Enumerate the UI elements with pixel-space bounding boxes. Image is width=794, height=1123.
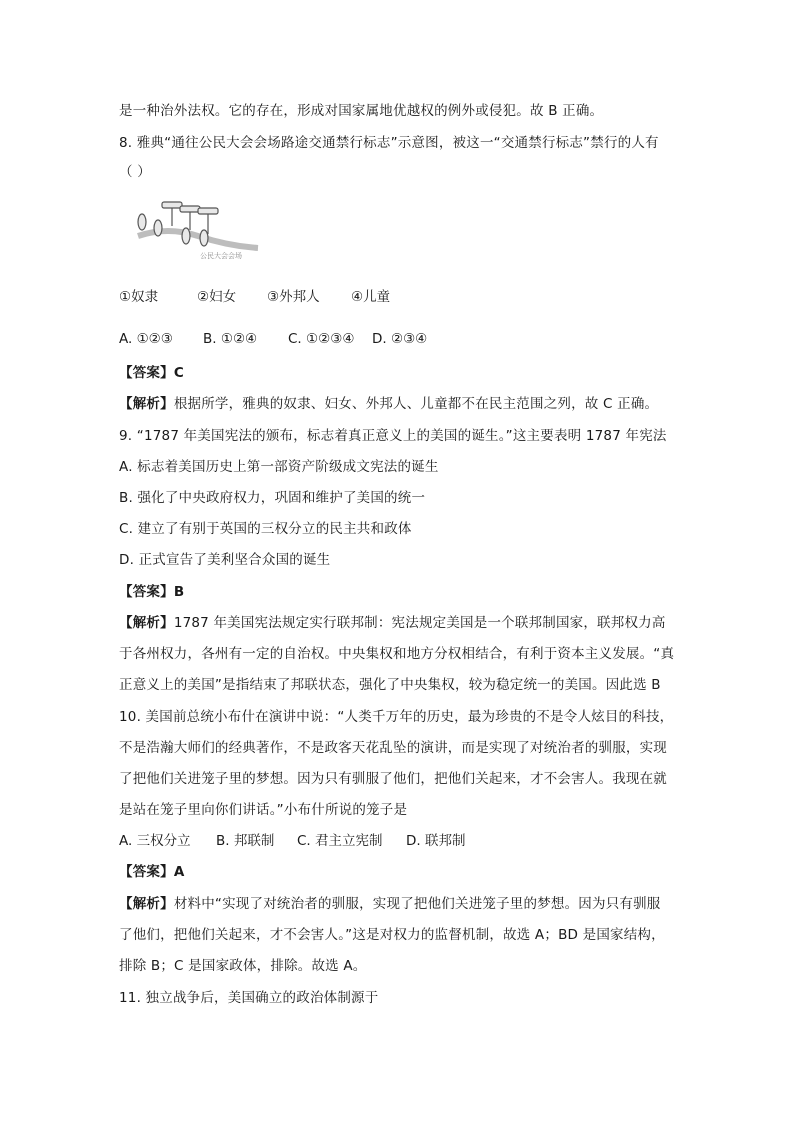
q9-analysis (119, 613, 666, 633)
analysis-text: 材料中“实现了对统治者的驯服，实现了把他们关进笼子里的梦想。因为只有驯服 (173, 896, 661, 912)
text-line: 是一种治外法权。它的存在，形成对国家属地优越权的例外或侵犯。故 B 正确。 (119, 103, 604, 119)
sign-circle (182, 228, 190, 244)
q8-choice-b: B. ①②④ (203, 331, 258, 347)
question-9-stem: 9. “1787 年美国宪法的颁布，标志着真正意义上的美国的诞生。”这主要表明 1787 年宪法 (119, 428, 667, 444)
q10-choice-a: A. 三权分立 (119, 833, 191, 849)
q8-choice-a: A. ①②③ (119, 331, 173, 347)
q9-analysis-line: 正意义上的美国”是指结束了邦联状态，强化了中央集权，较为稳定统一的美国。因此选 B (119, 677, 661, 693)
analysis-tag: 【解析】 (119, 396, 174, 412)
q10-analysis-line: 排除 B；C 是国家政体，排除。故选 A。 (119, 958, 367, 974)
figure-caption: 公民大会会场 (200, 252, 242, 260)
sign-board (162, 202, 182, 208)
analysis-tag: 【解析】 (119, 615, 174, 631)
question-8-stem: 8. 雅典“通往公民大会会场路途交通禁行标志”示意图，被这一“交通禁行标志”禁行的人有 (119, 135, 659, 151)
q10-analysis-line: 了他们，把他们关起来，才不会害人。”这是对权力的监督机制，故选 A；BD 是国家结构， (119, 927, 665, 943)
traffic-sign-illustration (128, 196, 268, 264)
sign-circle (200, 230, 208, 246)
analysis-text: 1787 年美国宪法规定实行联邦制：宪法规定美国是一个联邦制国家，联邦权力高 (173, 615, 666, 631)
sign-circle (138, 214, 146, 230)
q10-choice-b: B. 邦联制 (216, 833, 275, 849)
q9-option-a: A. 标志着美国历史上第一部资产阶级成文宪法的诞生 (119, 459, 439, 475)
q10-answer (119, 862, 184, 882)
q10-choice-c: C. 君主立宪制 (297, 833, 383, 849)
q8-item: ①奴隶 (119, 289, 159, 305)
q9-option-c: C. 建立了有别于英国的三权分立的民主共和政体 (119, 521, 412, 537)
q8-item: ②妇女 (197, 289, 237, 305)
q9-option-d: D. 正式宣告了美利坚合众国的诞生 (119, 552, 331, 568)
sign-circle (154, 220, 162, 236)
answer-tag: 【答案】 (119, 365, 174, 381)
q10-choice-d: D. 联邦制 (406, 833, 466, 849)
q9-answer (119, 582, 184, 602)
answer-tag: 【答案】 (119, 584, 174, 600)
question-8-bracket: （ ） (119, 164, 151, 180)
question-10-stem: 10. 美国前总统小布什在演讲中说：“人类千万年的历史，最为珍贵的不是令人炫目的科技， (119, 709, 674, 725)
q8-choice-d: D. ②③④ (372, 331, 428, 347)
answer-value: C (173, 365, 184, 381)
answer-value: A (173, 864, 185, 880)
answer-value: B (173, 584, 185, 600)
sign-board (180, 206, 200, 212)
question-10-stem-line: 不是浩瀚大师们的经典著作，不是政客天花乱坠的演讲，而是实现了对统治者的驯服，实现 (119, 740, 667, 756)
q8-item: ④儿童 (351, 289, 391, 305)
analysis-text: 根据所学，雅典的奴隶、妇女、外邦人、儿童都不在民主范围之列，故 C 正确。 (173, 396, 659, 412)
analysis-tag: 【解析】 (119, 896, 174, 912)
answer-tag: 【答案】 (119, 864, 174, 880)
question-10-stem-line: 是站在笼子里向你们讲话。”小布什所说的笼子是 (119, 802, 408, 818)
q8-choice-c: C. ①②③④ (288, 331, 355, 347)
traffic-sign-figure (128, 196, 268, 264)
q10-analysis (119, 894, 661, 914)
q9-option-b: B. 强化了中央政府权力，巩固和维护了美国的统一 (119, 490, 426, 506)
question-11-stem: 11. 独立战争后，美国确立的政治体制源于 (119, 990, 379, 1006)
sign-board (198, 208, 218, 214)
q9-analysis-line: 于各州权力，各州有一定的自治权。中央集权和地方分权相结合，有利于资本主义发展。“真 (119, 646, 675, 662)
q8-item: ③外邦人 (267, 289, 320, 305)
q8-analysis (119, 394, 658, 414)
q8-answer (119, 363, 184, 383)
question-10-stem-line: 了把他们关进笼子里的梦想。因为只有驯服了他们，把他们关起来，才不会害人。我现在就 (119, 771, 667, 787)
